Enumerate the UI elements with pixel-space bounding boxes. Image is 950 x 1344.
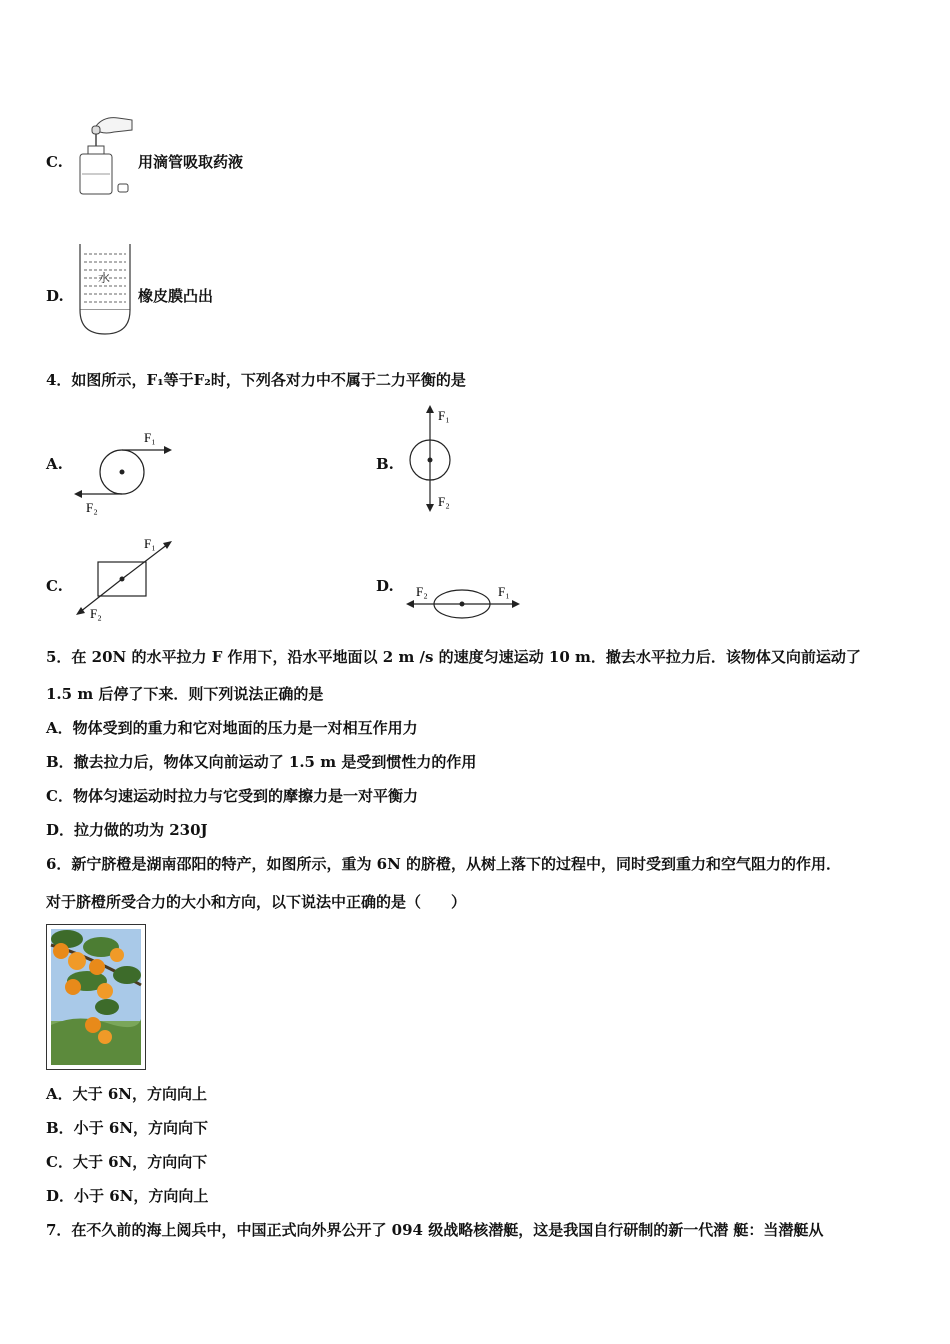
q5-option-d: D．拉力做的功为 230J bbox=[46, 821, 208, 839]
q7-stem-line1: 7．在不久前的海上阅兵中，中国正式向外界公开了 094 级战略核潜艇，这是我国自行研制的新一代潜 艇：当潜艇从 bbox=[46, 1221, 824, 1239]
water-label: 水 bbox=[98, 271, 111, 285]
q4-a-f1-label: F₁ bbox=[144, 430, 156, 445]
q6-option-a: A．大于 6N，方向向上 bbox=[46, 1085, 208, 1103]
q4-d-f2-label: F₂ bbox=[416, 584, 428, 599]
q6-option-b: B．小于 6N，方向向下 bbox=[46, 1119, 209, 1137]
dropper-bottle-figure bbox=[74, 112, 134, 198]
q4-option-c-letter: C. bbox=[46, 577, 63, 595]
q5-option-c: C．物体匀速运动时拉力与它受到的摩擦力是一对平衡力 bbox=[46, 787, 418, 805]
q4-c-f1-label: F₁ bbox=[144, 536, 156, 551]
q4-b-f1-label: F₁ bbox=[438, 408, 450, 423]
q4-option-b-letter: B. bbox=[376, 455, 394, 473]
q4-figure-c bbox=[72, 534, 180, 624]
q3-option-c-letter: C. bbox=[46, 153, 63, 171]
q5-option-a: A．物体受到的重力和它对地面的压力是一对相互作用力 bbox=[46, 719, 418, 737]
q6-stem-line1: 6．新宁脐橙是湖南邵阳的特产，如图所示，重为 6N 的脐橙，从树上落下的过程中，同时受到重力和空气阻力的作用． bbox=[46, 855, 842, 873]
q6-option-c: C．大于 6N，方向向下 bbox=[46, 1153, 208, 1171]
q4-option-a-letter: A. bbox=[46, 455, 63, 473]
q4-c-f2-label: F₂ bbox=[90, 606, 102, 621]
rubber-membrane-figure bbox=[74, 240, 136, 336]
q3-option-d-text: 橡皮膜凸出 bbox=[138, 287, 214, 305]
q4-figure-b bbox=[404, 402, 464, 518]
q3-option-c-text: 用滴管吸取药液 bbox=[138, 153, 244, 171]
q4-stem: 4．如图所示，F₁等于F₂时，下列各对力中不属于二力平衡的是 bbox=[46, 371, 466, 389]
q5-stem-line2: 1.5 m 后停了下来．则下列说法正确的是 bbox=[46, 685, 324, 703]
navel-orange-photo bbox=[46, 924, 146, 1070]
q6-stem-line2: 对于脐橙所受合力的大小和方向，以下说法中正确的是（ ） bbox=[46, 893, 467, 911]
q4-d-f1-label: F₁ bbox=[498, 584, 510, 599]
q3-option-d-letter: D. bbox=[46, 287, 64, 305]
q5-stem-line1: 5．在 20N 的水平拉力 F 作用下，沿水平地面以 2 m /s 的速度匀速运动 10 m．撤去水平拉力后．该物体又向前运动了 bbox=[46, 648, 861, 666]
q4-option-d-letter: D. bbox=[376, 577, 394, 595]
q4-a-f2-label: F₂ bbox=[86, 500, 98, 515]
q4-figure-d bbox=[402, 578, 526, 624]
q4-b-f2-label: F₂ bbox=[438, 494, 450, 509]
q4-figure-a bbox=[72, 428, 180, 518]
q6-option-d: D．小于 6N，方向向上 bbox=[46, 1187, 209, 1205]
q5-option-b: B．撤去拉力后，物体又向前运动了 1.5 m 是受到惯性力的作用 bbox=[46, 753, 477, 771]
